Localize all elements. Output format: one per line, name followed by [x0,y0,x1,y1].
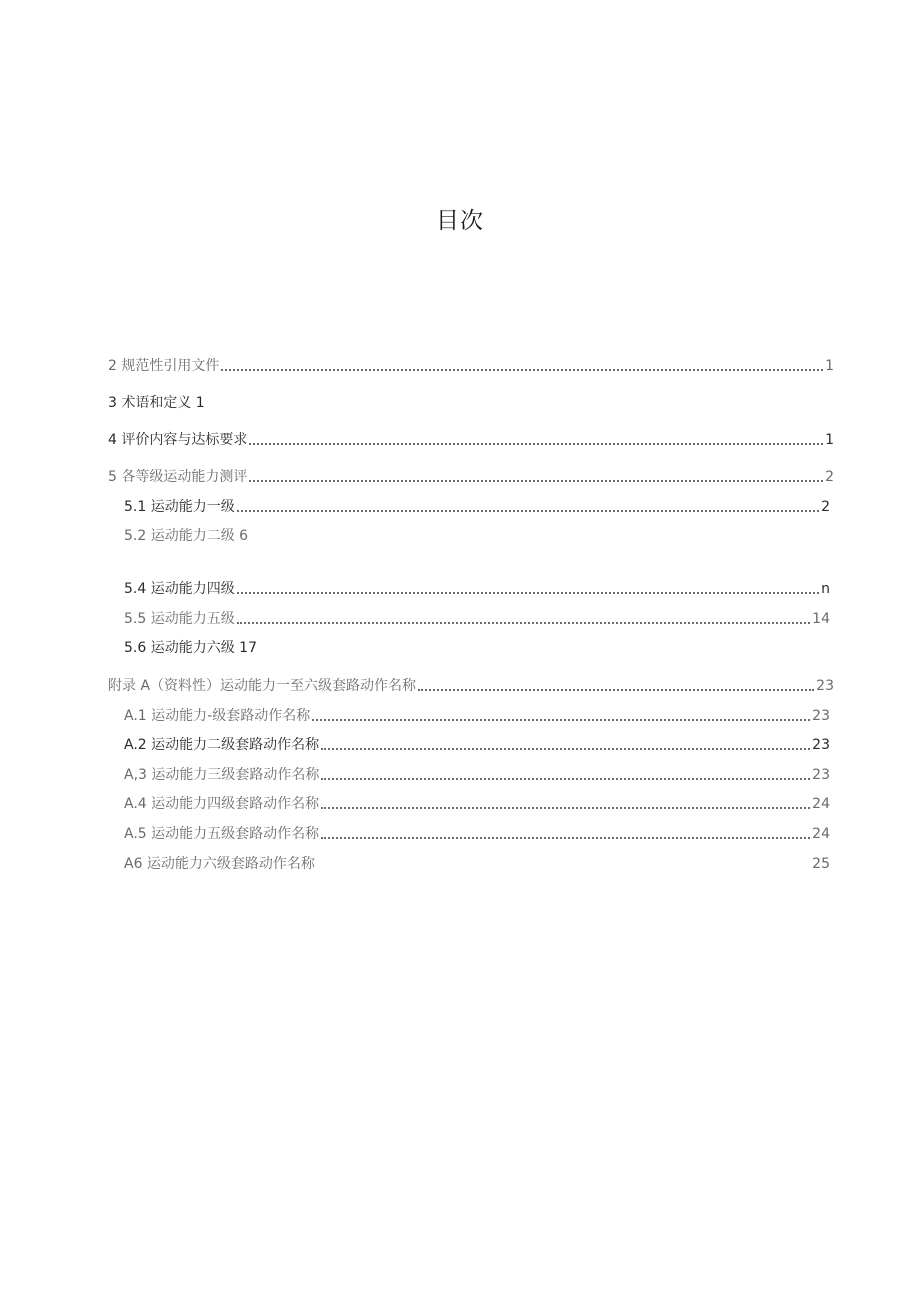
toc-leader-dots [249,480,823,482]
toc-entry-label: A.4 运动能力四级套路动作名称 [124,796,320,812]
toc-entry-page: 24 [812,796,830,812]
toc-leader-dots [321,837,810,839]
toc-leader-dots [237,622,810,624]
toc-entry-page: 2 [821,499,830,515]
toc-entry[interactable] [124,606,830,628]
toc-entry[interactable] [108,390,834,412]
toc-entry-label: 5 各等级运动能力测评 [108,469,248,485]
toc-entry-page: 1 [825,358,834,374]
toc-entry[interactable] [108,353,834,375]
toc-leader-dots [221,369,823,371]
toc-entry-page: 25 [812,856,830,872]
toc-leader-dots [237,510,819,512]
toc-leader-dots [312,719,810,721]
toc-leader-dots [418,689,814,691]
toc-entry-page: n [821,581,830,597]
toc-entry[interactable] [108,427,834,449]
toc-entry[interactable] [124,732,830,754]
toc-entry[interactable] [124,851,830,873]
toc-entry-page: 2 [825,469,834,485]
toc-entry[interactable] [124,576,830,598]
toc-entry-label: A.5 运动能力五级套路动作名称 [124,826,320,842]
toc-entry-label: 5.1 运动能力一级 [124,499,235,515]
toc-entry[interactable] [124,635,830,657]
toc-entry-label: A6 运动能力六级套路动作名称 [124,856,315,872]
toc-entry-page: 1 [825,432,834,448]
toc-leader-dots [249,443,823,445]
toc-entry-label: 附录 A（资料性）运动能力一至六级套路动作名称 [108,678,417,694]
toc-leader-dots [321,807,810,809]
toc-entry-label: 5.2 运动能力二级 6 [124,528,249,544]
toc-leader-dots [321,778,810,780]
toc-entry-page: 14 [812,611,830,627]
toc-entry[interactable] [124,821,830,843]
toc-entry[interactable] [124,791,830,813]
toc-entry[interactable] [124,762,830,784]
toc-entry-label: 5.6 运动能力六级 17 [124,640,257,656]
toc-entry-page: 23 [812,737,830,753]
toc-entry-label: 5.4 运动能力四级 [124,581,235,597]
toc-entry-label: 2 规范性引用文件 [108,358,220,374]
toc-entry-page: 23 [812,708,830,724]
page-title: 目次 [436,208,484,234]
toc-entry-label: 5.5 运动能力五级 [124,611,235,627]
toc-entry-label: 4 评价内容与达标要求 [108,432,248,448]
toc-entry[interactable] [108,673,834,695]
toc-entry[interactable] [108,464,834,486]
toc-entry[interactable] [124,703,830,725]
toc-entry-label: A.2 运动能力二级套路动作名称 [124,737,320,753]
toc-entry-page: 23 [812,767,830,783]
toc-entry[interactable] [124,494,830,516]
toc-entry-label: A.1 运动能力-级套路动作名称 [124,708,311,724]
toc-entry-page: 23 [816,678,834,694]
toc-entry-label: 3 术语和定义 1 [108,395,205,411]
toc-leader-dots [237,592,819,594]
toc-entry-label: A,3 运动能力三级套路动作名称 [124,767,320,783]
toc-leader-dots [321,748,810,750]
toc-entry-page: 24 [812,826,830,842]
toc-entry[interactable] [124,523,830,545]
